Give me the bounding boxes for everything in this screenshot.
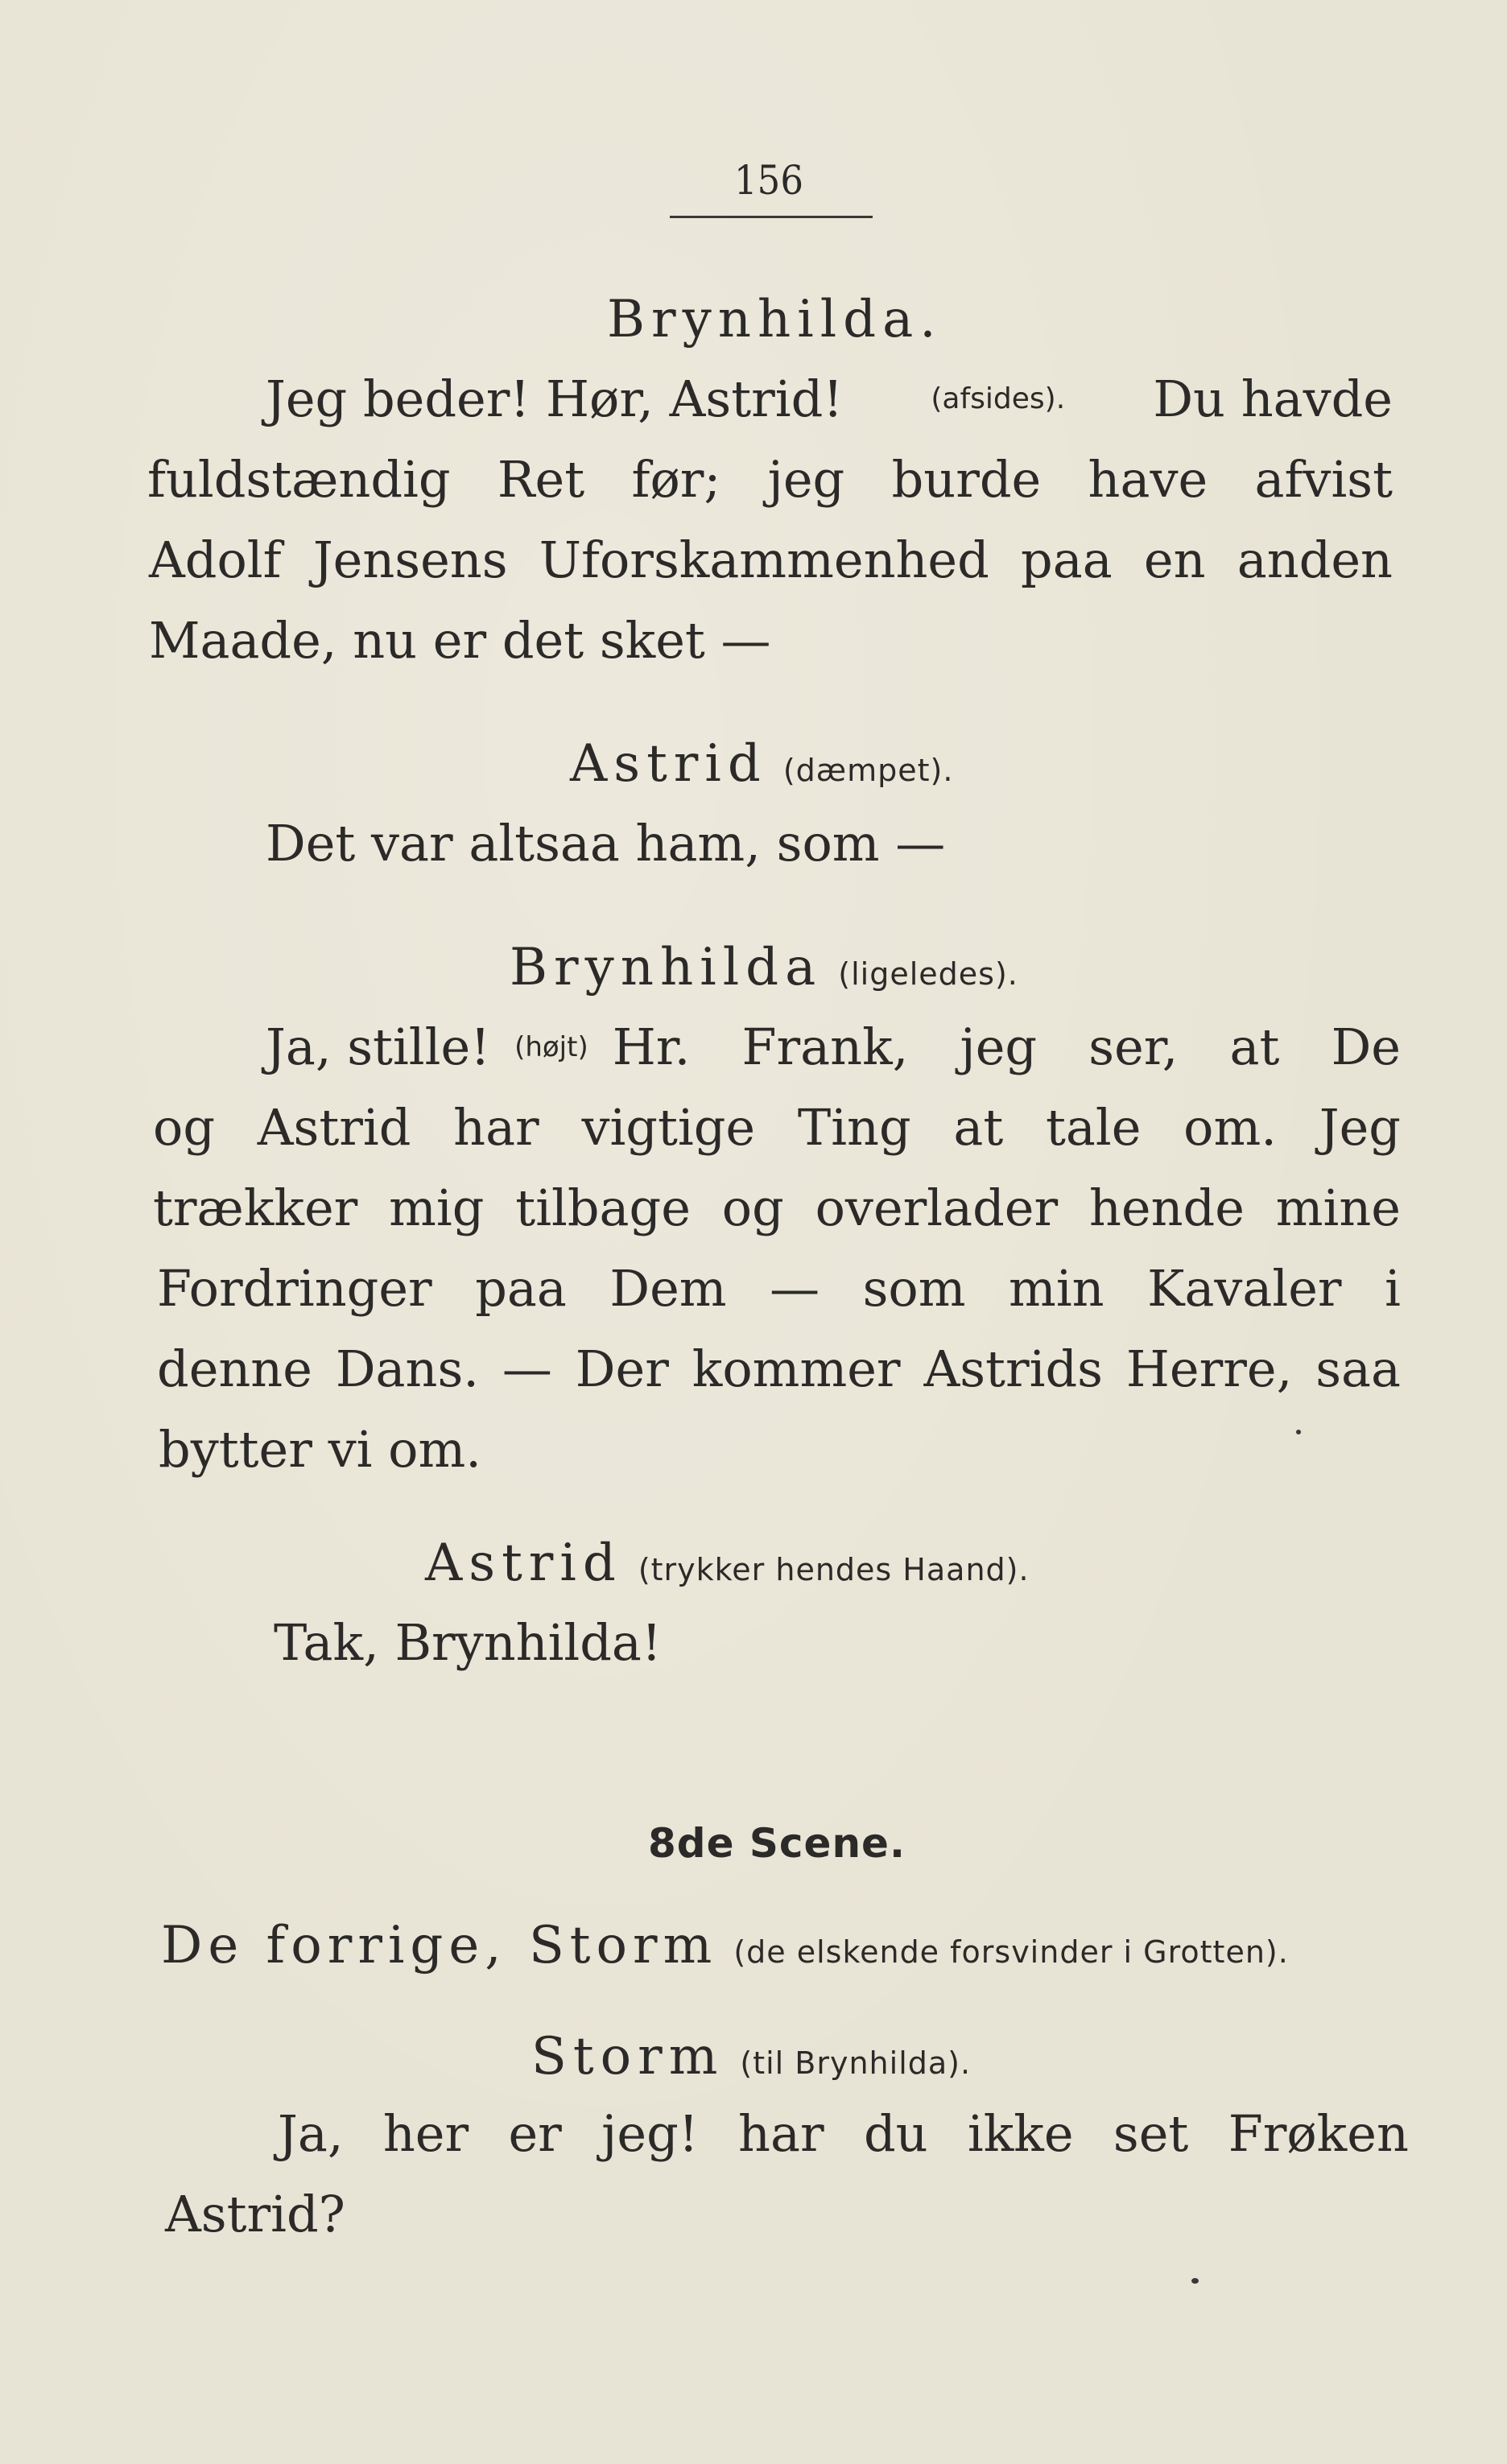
word: Ret (497, 450, 585, 509)
word: afvist (1254, 450, 1393, 509)
stage-direction: (dæmpet). (782, 753, 954, 788)
word: Astrids (923, 1339, 1103, 1398)
word: paa (1021, 530, 1113, 589)
word: Der (575, 1339, 669, 1398)
dialogue-line-1 (266, 369, 1393, 428)
print-speck (1191, 2278, 1199, 2284)
dialogue-line-6 (266, 1017, 1401, 1076)
stage-direction: (ligeledes). (838, 956, 1018, 992)
word: før; (631, 450, 721, 509)
word: Ting (797, 1098, 911, 1157)
word: tale (1046, 1098, 1142, 1157)
speaker-line-brynhilda (510, 938, 1018, 997)
word: mig (389, 1178, 485, 1237)
word: er (508, 2104, 562, 2163)
word: — (502, 1339, 552, 1398)
word: fuldstændig (147, 450, 451, 509)
scene-heading: 8de Scene. (648, 1820, 906, 1867)
speaker-line-storm (531, 2027, 972, 2086)
word: denne (157, 1339, 312, 1398)
page-number: 156 (734, 157, 803, 204)
dialogue-line-5: Det var altsaa ham, som — (266, 814, 946, 873)
dialogue-line-12: Tak, Brynhilda! (274, 1613, 662, 1672)
word: ikke (967, 2104, 1074, 2163)
word: Jensens (312, 530, 508, 589)
scene-cast: De forrige, Storm (161, 1916, 718, 1975)
word: burde (891, 450, 1042, 509)
word: Dans. (335, 1339, 479, 1398)
word: Dem (609, 1259, 727, 1318)
stage-direction: (til Brynhilda). (740, 2045, 972, 2081)
stage-direction: (højt) (514, 1031, 588, 1063)
speaker-line-astrid (570, 734, 954, 794)
dialogue-line-14: Astrid? (165, 2185, 345, 2243)
word: en (1143, 530, 1206, 589)
word: have (1088, 450, 1208, 509)
word: om. (1183, 1098, 1277, 1157)
word: Frank, (741, 1017, 909, 1076)
word: min (1009, 1259, 1104, 1318)
word: mine (1275, 1178, 1401, 1237)
stage-direction: (afsides). (931, 382, 1066, 415)
word: Adolf (149, 530, 282, 589)
word: har (738, 2104, 824, 2163)
dialogue-line-9 (157, 1259, 1401, 1318)
dialogue-line-2 (147, 450, 1393, 509)
dialogue-line-4: Maade, nu er det sket — (149, 611, 771, 670)
word: Astrid (257, 1098, 411, 1157)
word: kommer (692, 1339, 901, 1398)
word: Herre, (1125, 1339, 1293, 1398)
dialogue-line-10 (157, 1339, 1401, 1398)
stage-direction: (de elskende forsvinder i Grotten). (733, 1934, 1289, 1970)
speaker-astrid: Astrid (570, 734, 767, 794)
word: anden (1237, 530, 1393, 589)
word: tilbage (515, 1178, 691, 1237)
dialogue-text (612, 1017, 1401, 1076)
word: jeg (960, 1017, 1038, 1076)
word: i (1385, 1259, 1401, 1318)
dialogue-text: Jeg beder! Hør, Astrid! (266, 369, 844, 428)
word: Ja, (278, 2104, 344, 2163)
dialogue-line-13 (278, 2104, 1409, 2163)
word: — (770, 1259, 820, 1318)
dialogue-text: Du havde (1153, 369, 1393, 428)
speaker-brynhilda: Brynhilda. (607, 290, 943, 349)
dialogue-line-11: bytter vi om. (159, 1420, 481, 1479)
word: at (1229, 1017, 1280, 1076)
word: vigtige (581, 1098, 756, 1157)
speaker-astrid: Astrid (425, 1533, 622, 1593)
word: set (1113, 2104, 1189, 2163)
word: har (453, 1098, 539, 1157)
speaker-brynhilda: Brynhilda (510, 938, 823, 997)
word: at (953, 1098, 1004, 1157)
print-speck (1296, 1430, 1301, 1434)
word: trækker (153, 1178, 358, 1237)
word: og (153, 1098, 216, 1157)
word: Uforskammenhed (539, 530, 989, 589)
word: du (863, 2104, 928, 2163)
word: De (1331, 1017, 1401, 1076)
dialogue-line-7 (153, 1098, 1401, 1157)
word: jeg (767, 450, 845, 509)
word: paa (475, 1259, 567, 1318)
word: Jeg (1319, 1098, 1401, 1157)
word: Frøken (1228, 2104, 1409, 2163)
word: Hr. (612, 1017, 691, 1076)
dialogue-line-3 (149, 530, 1393, 589)
word: ser, (1088, 1017, 1179, 1076)
dialogue-text: Ja, stille! (266, 1017, 491, 1076)
word: jeg! (601, 2104, 699, 2163)
speaker-storm: Storm (531, 2027, 725, 2086)
word: som (862, 1259, 966, 1318)
word: her (382, 2104, 469, 2163)
word: Kavaler (1147, 1259, 1342, 1318)
scene-cast-line (161, 1916, 1289, 1975)
page-number-rule (670, 216, 873, 218)
word: Fordringer (157, 1259, 432, 1318)
dialogue-line-8 (153, 1178, 1401, 1237)
word: og (721, 1178, 784, 1237)
word: saa (1315, 1339, 1401, 1398)
speaker-line-astrid (425, 1533, 1030, 1593)
word: overlader (815, 1178, 1059, 1237)
word: hende (1088, 1178, 1245, 1237)
stage-direction: (trykker hendes Haand). (638, 1552, 1030, 1587)
